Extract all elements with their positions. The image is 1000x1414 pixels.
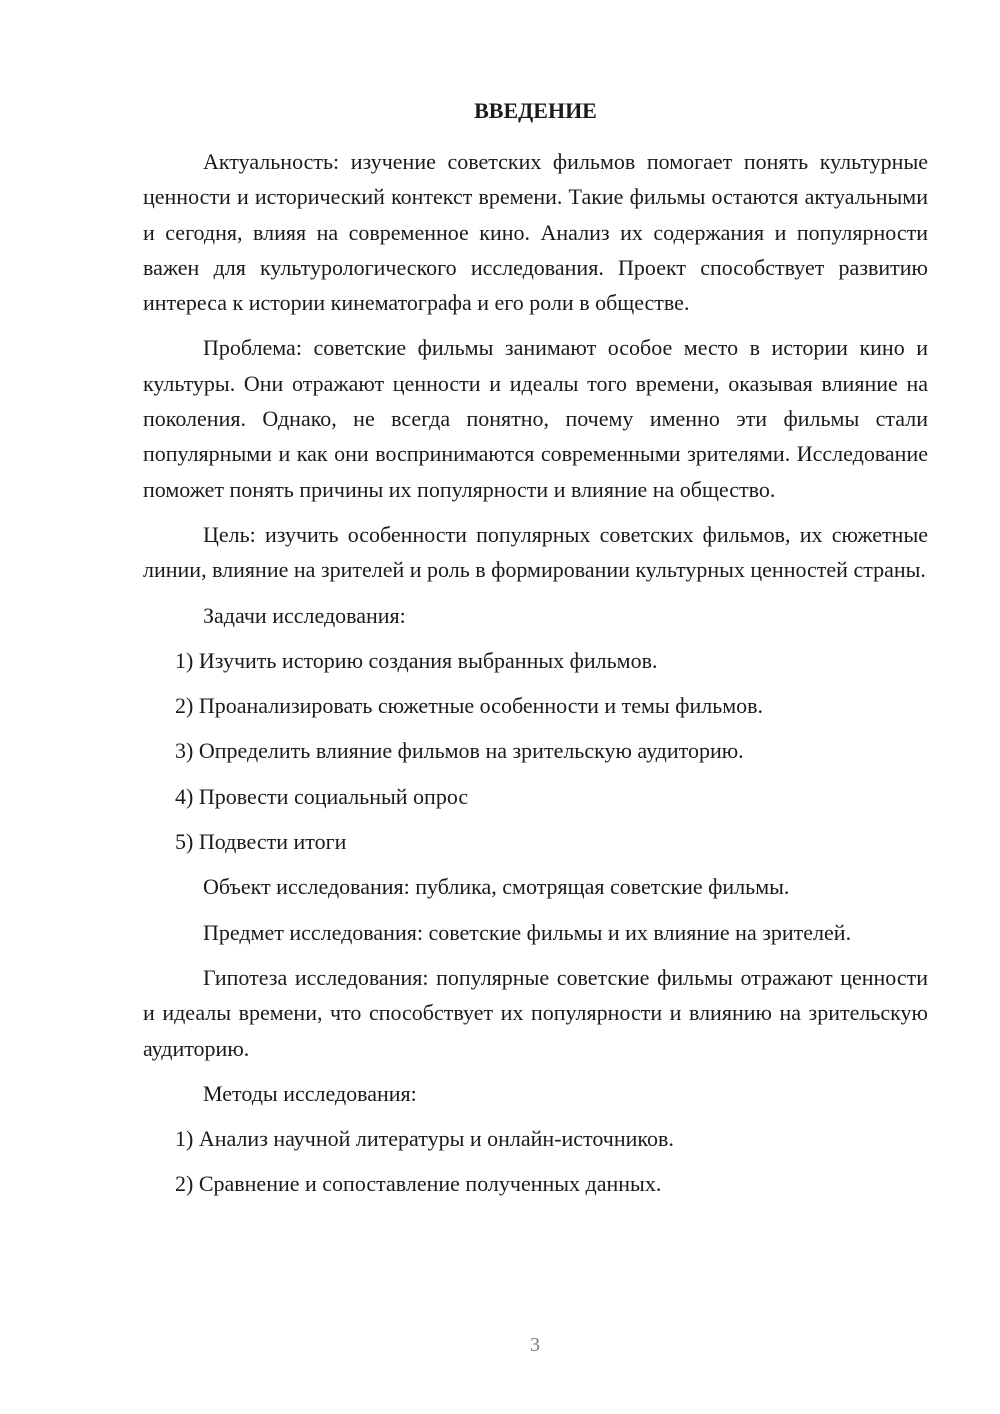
page-heading: ВВЕДЕНИЕ <box>474 98 597 123</box>
page-content <box>143 96 928 1212</box>
hypothesis-paragraph: Гипотеза исследования: популярные советские фильмы отражают ценности и идеалы времени, что способствует их популярности и влиянию на зрительскую аудиторию. <box>143 964 928 1061</box>
method-item: 1) Анализ научной литературы и онлайн-источников. <box>175 1126 674 1152</box>
method-item: 2) Сравнение и сопоставление полученных данных. <box>175 1171 662 1197</box>
relevance-paragraph: Актуальность: изучение советских фильмов помогает понять культурные ценности и исторический контекст времени. Такие фильмы остаются актуальными и сегодня, влияя на современное кино. Анализ их содержания и популярности важен для культурологического исследования. Проект способствует развитию интереса к истории кинематографа и его роли в обществе. <box>143 149 928 316</box>
object-paragraph: Объект исследования: публика, смотрящая советские фильмы. <box>203 874 790 900</box>
subject-paragraph: Предмет исследования: советские фильмы и их влияние на зрителей. <box>203 919 852 945</box>
task-item: 4) Провести социальный опрос <box>175 783 469 809</box>
methods-list <box>143 1121 928 1202</box>
tasks-title: Задачи исследования: <box>203 602 406 628</box>
task-item: 5) Подвести итоги <box>175 829 347 855</box>
task-item: 2) Проанализировать сюжетные особенности и темы фильмов. <box>175 693 764 719</box>
methods-title: Методы исследования: <box>203 1080 417 1106</box>
tasks-list <box>143 643 928 859</box>
page-number: 3 <box>530 1334 540 1356</box>
task-item: 1) Изучить историю создания выбранных фильмов. <box>175 647 658 673</box>
problem-paragraph: Проблема: советские фильмы занимают особое место в истории кино и культуры. Они отражают ценности и идеалы того времени, оказывая влияние на поколения. Однако, не всегда понятно, почему именно эти фильмы стали популярными и как они воспринимаются современными зрителями. Исследование поможет понять причины их популярности и влияние на общество. <box>143 335 928 502</box>
task-item: 3) Определить влияние фильмов на зрительскую аудиторию. <box>175 738 744 764</box>
goal-paragraph: Цель: изучить особенности популярных советских фильмов, их сюжетные линии, влияние на зрителей и роль в формировании культурных ценностей страны. <box>143 521 928 583</box>
